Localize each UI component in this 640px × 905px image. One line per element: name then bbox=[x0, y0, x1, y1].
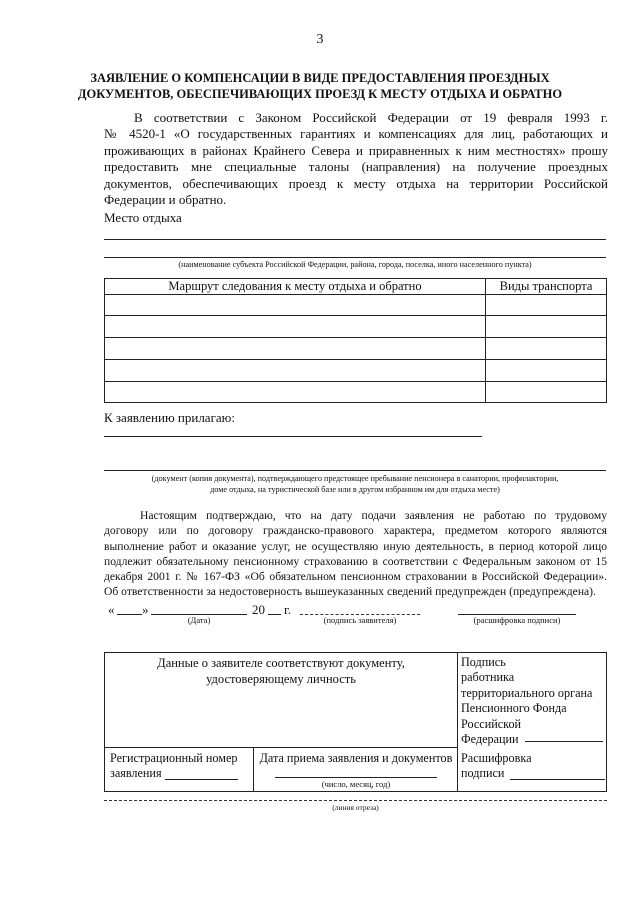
signature-caption: (подпись заявителя) bbox=[323, 615, 397, 625]
confirm-line: договору или по договору гражданско-правового характера, предметом которого являются bbox=[104, 524, 607, 538]
decode-label-2: подписи bbox=[461, 766, 505, 781]
confirm-paragraph bbox=[104, 508, 607, 600]
staff-signature-line: работника bbox=[461, 670, 515, 685]
office-table-divider-v bbox=[457, 653, 458, 791]
attach-caption bbox=[104, 473, 606, 495]
office-table bbox=[104, 652, 607, 792]
registration-input-line[interactable] bbox=[165, 779, 238, 780]
office-table-divider-h bbox=[105, 747, 457, 748]
route-cell[interactable] bbox=[105, 382, 486, 403]
intro-line: В соответствии с Законом Российской Федерации от 19 февраля 1993 г. bbox=[134, 110, 608, 125]
confirm-line: подлежит обязательному пенсионному страхованию в соответствии с Федеральным законом от 15 bbox=[104, 554, 607, 568]
transport-cell[interactable] bbox=[486, 382, 607, 403]
document-title bbox=[60, 70, 580, 102]
place-input-line-2[interactable] bbox=[104, 257, 606, 258]
route-cell[interactable] bbox=[105, 338, 486, 360]
decode-caption: (расшифровка подписи) bbox=[473, 615, 561, 625]
place-caption: (наименование субъекта Российской Федерации, района, города, поселка, иного населенного пункта) bbox=[178, 260, 532, 269]
transport-header: Виды транспорта bbox=[486, 279, 607, 295]
title-line-2: ДОКУМЕНТОВ, ОБЕСПЕЧИВАЮЩИХ ПРОЕЗД К МЕСТУ ОТДЫХА И ОБРАТНО bbox=[77, 87, 563, 101]
receipt-date-label: Дата приема заявления и документов bbox=[259, 751, 453, 765]
route-cell[interactable] bbox=[105, 295, 486, 316]
date-open-quote: « bbox=[108, 602, 115, 617]
attach-caption-line: (документ (копия документа), подтверждающего предстоящее пребывание пенсионера в санатории, профилактории, bbox=[151, 474, 559, 483]
table-row bbox=[105, 338, 607, 360]
transport-cell[interactable] bbox=[486, 316, 607, 338]
date-year-line[interactable] bbox=[268, 614, 281, 615]
intro-paragraph bbox=[104, 110, 608, 208]
date-close-quote: » bbox=[142, 602, 149, 617]
staff-signature-line: Федерации bbox=[461, 732, 519, 747]
office-table-divider-v2 bbox=[253, 747, 254, 791]
staff-signature-line: Пенсионного Фонда bbox=[461, 701, 567, 716]
title-line-1: ЗАЯВЛЕНИЕ О КОМПЕНСАЦИИ В ВИДЕ ПРЕДОСТАВЛЕНИЯ ПРОЕЗДНЫХ bbox=[90, 71, 550, 85]
intro-line: № 4520-1 «О государственных гарантиях и компенсациях для лиц, работающих и bbox=[104, 126, 608, 142]
staff-signature-line: Российской bbox=[461, 716, 522, 731]
transport-cell[interactable] bbox=[486, 295, 607, 316]
page-number: 3 bbox=[316, 32, 324, 47]
cut-line-caption: (линия отреза) bbox=[332, 803, 379, 812]
place-input-line[interactable] bbox=[104, 239, 606, 240]
table-row bbox=[105, 316, 607, 338]
staff-signature-line: Подпись bbox=[461, 655, 506, 669]
receipt-date-caption: (число, месяц, год) bbox=[321, 779, 391, 789]
staff-signature-line: территориального органа bbox=[461, 685, 593, 700]
date-year-prefix: 20 bbox=[252, 602, 265, 617]
attach-input-line-2[interactable] bbox=[104, 470, 606, 471]
table-row bbox=[105, 295, 607, 316]
date-year-suffix: г. bbox=[284, 602, 292, 617]
receipt-date-input-line[interactable] bbox=[275, 777, 437, 778]
intro-line: документов, обеспечивающих проезд к месту отдыха на территории Российской bbox=[104, 175, 608, 191]
transport-cell[interactable] bbox=[486, 360, 607, 382]
decode-cell bbox=[461, 751, 532, 782]
route-table bbox=[104, 278, 607, 403]
attach-input-line[interactable] bbox=[104, 436, 482, 437]
decode-label: Расшифровка bbox=[461, 751, 532, 765]
route-cell[interactable] bbox=[105, 316, 486, 338]
place-label: Место отдыха bbox=[104, 210, 182, 225]
registration-cell bbox=[110, 751, 237, 782]
staff-signature-cell bbox=[461, 655, 606, 747]
date-day-line[interactable] bbox=[117, 614, 142, 615]
date-caption: (Дата) bbox=[187, 615, 211, 625]
confirm-line: Об ответственности за недостоверность вышеуказанных сведений предупрежден (предупреждена). bbox=[104, 585, 596, 599]
confirm-line: декабря 2001 г. № 167-ФЗ «Об обязательном пенсионном страховании в Российской Федерации». bbox=[104, 570, 607, 584]
intro-line: предоставить мне специальные талоны (направления) на получение проездных bbox=[104, 159, 608, 175]
attach-caption-line: доме отдыха, на туристической базе или в другом избранном им для отдыха месте) bbox=[210, 485, 500, 494]
staff-signature-input-line[interactable] bbox=[525, 741, 603, 742]
decode-input-line[interactable] bbox=[510, 779, 605, 780]
table-row bbox=[105, 382, 607, 403]
route-header: Маршрут следования к месту отдыха и обратно bbox=[105, 279, 486, 295]
attach-label: К заявлению прилагаю: bbox=[104, 410, 236, 425]
transport-cell[interactable] bbox=[486, 338, 607, 360]
confirm-line: Настоящим подтверждаю, что на дату подачи заявления не работаю по трудовому bbox=[140, 509, 607, 522]
intro-line: проживающих в районах Крайнего Севера и приравненных к ним местностях» прошу bbox=[104, 142, 608, 158]
route-cell[interactable] bbox=[105, 360, 486, 382]
registration-label-2: заявления bbox=[110, 766, 162, 781]
cut-line bbox=[104, 800, 607, 801]
registration-label: Регистрационный номер bbox=[110, 751, 238, 765]
applicant-data-cell: Данные о заявителе соответствуют документу, удостоверяющему личность bbox=[157, 656, 405, 686]
intro-line: Федерации и обратно. bbox=[104, 192, 227, 208]
route-table-header bbox=[105, 279, 607, 295]
confirm-line: выполнение работ и оказание услуг, не осуществляю иную деятельность, в период которой лицо bbox=[104, 539, 607, 553]
table-row bbox=[105, 360, 607, 382]
